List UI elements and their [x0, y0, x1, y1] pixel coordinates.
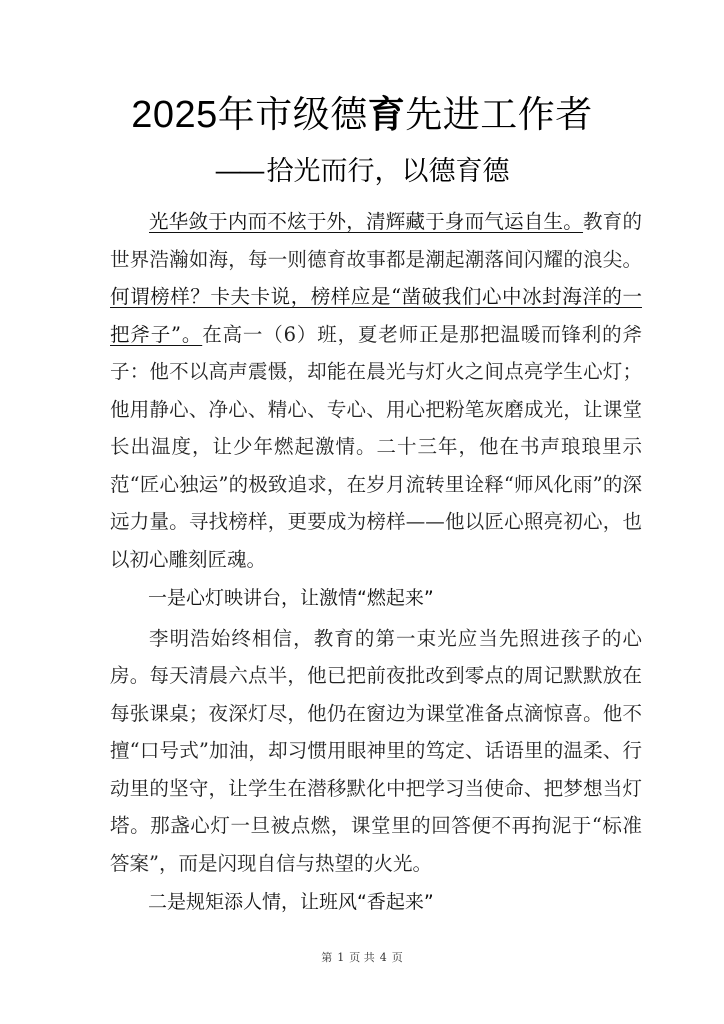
document-subtitle	[0, 152, 724, 192]
footer-page-total: 4	[379, 951, 387, 964]
page-footer	[0, 950, 724, 966]
intro-text-1: 教育的世界浩瀚如海，每一则德育故事都是潮起潮落间闪耀的浪尖。	[110, 210, 642, 271]
section-paragraph-1: 李明浩始终相信，教育的第一束光应当先照进孩子的心房。每天清晨六点半，他已把前夜批改到零点的周记默默放在每张课桌；夜深灯尽，他仍在窗边为课堂准备点滴惊喜。他不擅“口号式”加油，却习惯用眼神里的笃定、话语里的温柔、行动里的坚守，让学生在潜移默化中把学习当使命、把梦想当灯塔。那盏心灯一旦被点燃，课堂里的回答便不再拘泥于“标准答案”，而是闪现自信与热望的火光。	[110, 626, 642, 875]
title-text-part1: 年市级德	[217, 93, 368, 136]
section-heading-2: 二是规矩添人情，让班风“香起来”	[148, 891, 434, 913]
footer-mid: 页 共	[349, 951, 375, 964]
subtitle-text: 拾光而行，以德育德	[266, 156, 510, 187]
title-text-part2: 先进工作者	[405, 93, 593, 136]
section-heading-1: 一是心灯映讲台，让激情“燃起来”	[148, 587, 434, 609]
intro-underlined-sentence-1: 光华敛于内而不炫于外，清辉藏于身而气运自生。	[149, 210, 584, 233]
intro-paragraph	[110, 203, 642, 578]
footer-suffix: 页	[391, 951, 403, 964]
intro-underlined-sentence-2: 何谓榜样？卡夫卡说，榜样应是“凿破我们心中冰封海洋的一把斧子”。	[110, 285, 642, 346]
document-title	[0, 90, 724, 139]
footer-prefix: 第	[321, 951, 333, 964]
title-year: 2025	[131, 94, 218, 136]
document-body	[110, 203, 642, 924]
intro-text-2: 在高一（6）班，夏老师正是那把温暖而锋利的斧子：他不以高声震慑，却能在晨光与灯火之间点亮学生心灯；他用静心、净心、精心、专心、用心把粉笔灰磨成光，让课堂长出温度，让少年燃起激情。二十三年，他在书声琅琅里示范“匠心独运”的极致追求，在岁月流转里诠释“师风化雨”的深远力量。寻找榜样，更要成为榜样——他以匠心照亮初心，也以初心雕刻匠魂。	[110, 322, 642, 571]
footer-page-number: 1	[337, 951, 345, 964]
subtitle-dash: ——	[214, 156, 263, 187]
title-bold-char: 育	[367, 92, 406, 136]
